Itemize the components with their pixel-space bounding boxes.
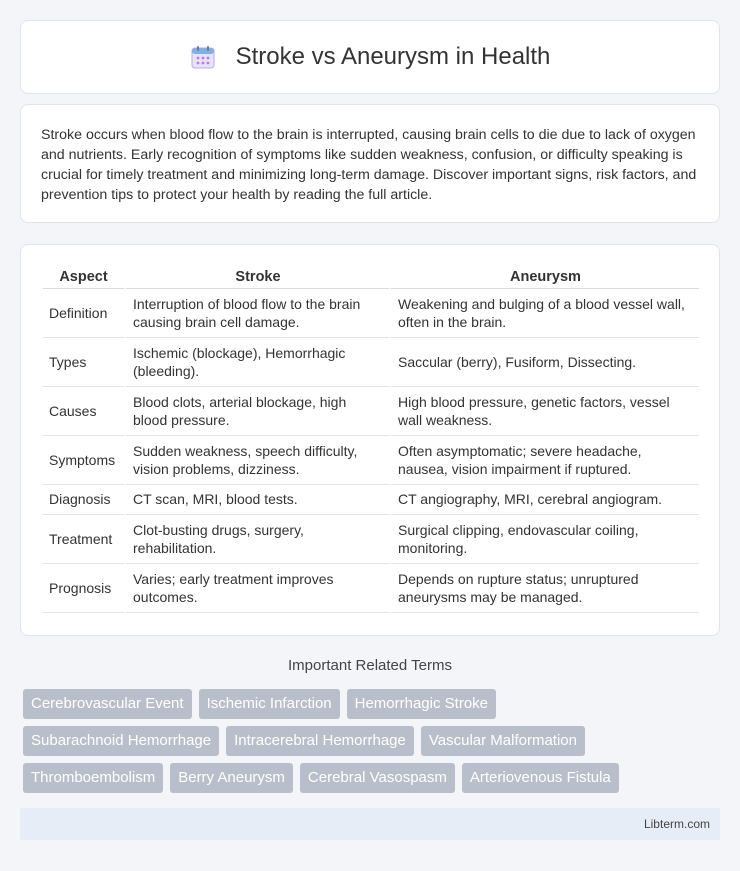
title-wrap <box>190 43 551 71</box>
aneurysm-cell: Surgical clipping, endovascular coiling, monitoring. <box>389 515 699 564</box>
aneurysm-cell: Saccular (berry), Fusiform, Dissecting. <box>389 338 699 387</box>
aneurysm-cell: Weakening and bulging of a blood vessel wall, often in the brain. <box>389 289 699 338</box>
tag-row <box>23 763 723 793</box>
aspect-cell: Treatment <box>43 515 124 564</box>
page-title: Stroke vs Aneurysm in Health <box>235 43 551 70</box>
header-card <box>20 20 720 94</box>
table-row <box>43 515 699 564</box>
tag-row <box>23 726 723 756</box>
aneurysm-cell: CT angiography, MRI, cerebral angiogram. <box>389 485 699 515</box>
tag-link[interactable]: Cerebrovascular Event <box>23 689 192 719</box>
stroke-cell: Sudden weakness, speech difficulty, vision problems, dizziness. <box>124 436 389 485</box>
aneurysm-cell: Depends on rupture status; unruptured aneurysms may be managed. <box>389 564 699 613</box>
comparison-table-card <box>20 244 720 636</box>
stroke-cell: CT scan, MRI, blood tests. <box>124 485 389 515</box>
header-stroke: Stroke <box>124 264 389 289</box>
stroke-cell: Blood clots, arterial blockage, high blood pressure. <box>124 387 389 436</box>
table-row <box>43 485 699 515</box>
table-header-row <box>43 264 699 289</box>
table-row <box>43 436 699 485</box>
related-terms-tags <box>23 689 723 800</box>
stroke-cell: Varies; early treatment improves outcomes. <box>124 564 389 613</box>
table-row <box>43 289 699 338</box>
comparison-table <box>43 264 699 613</box>
intro-text: Stroke occurs when blood flow to the brain is interrupted, causing brain cells to die due to lack of oxygen and nutrients. Early recognition of symptoms like sudden weakness, confusion, or difficulty speaking is crucial for timely treatment and minimizing long-term damage. Discover important signs, risk factors, and prevention tips to protect your health by reading the full article. <box>41 127 697 203</box>
table-row <box>43 564 699 613</box>
intro-card <box>20 104 720 223</box>
tag-link[interactable]: Arteriovenous Fistula <box>462 763 619 793</box>
header-aspect: Aspect <box>43 264 124 289</box>
stroke-cell: Clot-busting drugs, surgery, rehabilitation. <box>124 515 389 564</box>
stroke-cell: Ischemic (blockage), Hemorrhagic (bleeding). <box>124 338 389 387</box>
tag-link[interactable]: Ischemic Infarction <box>199 689 340 719</box>
aneurysm-cell: High blood pressure, genetic factors, vessel wall weakness. <box>389 387 699 436</box>
tag-link[interactable]: Thromboembolism <box>23 763 163 793</box>
stroke-cell: Interruption of blood flow to the brain causing brain cell damage. <box>124 289 389 338</box>
aneurysm-cell: Often asymptomatic; severe headache, nausea, vision impairment if ruptured. <box>389 436 699 485</box>
aspect-cell: Prognosis <box>43 564 124 613</box>
header-aneurysm: Aneurysm <box>389 264 699 289</box>
table-row <box>43 338 699 387</box>
tag-link[interactable]: Vascular Malformation <box>421 726 585 756</box>
aspect-cell: Diagnosis <box>43 485 124 515</box>
tag-row <box>23 689 723 719</box>
aspect-cell: Definition <box>43 289 124 338</box>
tag-link[interactable]: Hemorrhagic Stroke <box>347 689 496 719</box>
aspect-cell: Types <box>43 338 124 387</box>
calendar-icon <box>190 44 216 70</box>
tag-link[interactable]: Cerebral Vasospasm <box>300 763 455 793</box>
aspect-cell: Symptoms <box>43 436 124 485</box>
aspect-cell: Causes <box>43 387 124 436</box>
related-terms-title: Important Related Terms <box>288 657 452 674</box>
tag-link[interactable]: Intracerebral Hemorrhage <box>226 726 414 756</box>
table-row <box>43 387 699 436</box>
tag-link[interactable]: Subarachnoid Hemorrhage <box>23 726 219 756</box>
footer <box>20 808 720 840</box>
tag-link[interactable]: Berry Aneurysm <box>170 763 293 793</box>
footer-link[interactable]: Libterm.com <box>643 817 710 831</box>
